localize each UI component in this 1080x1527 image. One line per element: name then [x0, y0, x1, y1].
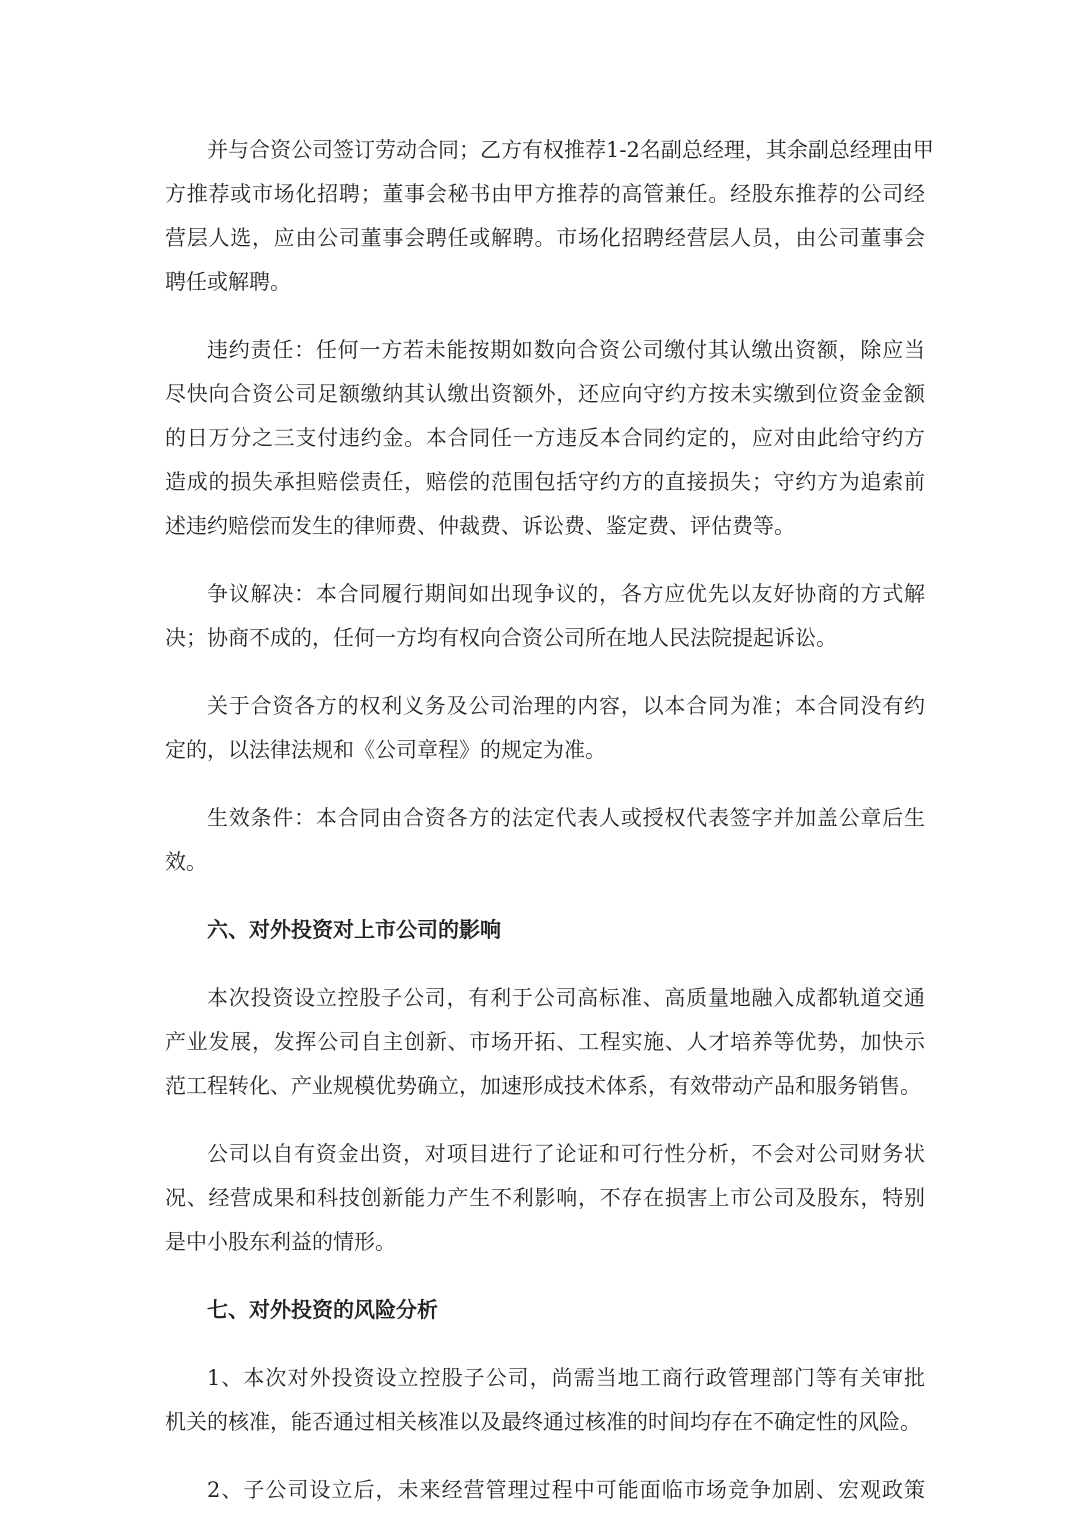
text-line: 定的，以法律法规和《公司章程》的规定为准。	[165, 738, 606, 762]
paragraph-spacer	[165, 304, 925, 328]
paragraph-spacer	[165, 1332, 925, 1356]
text-line: 述违约赔偿而发生的律师费、仲裁费、诉讼费、鉴定费、评估费等。	[165, 514, 795, 538]
paragraph-spacer	[165, 1108, 925, 1132]
text-line: 范工程转化、产业规模优势确立，加速形成技术体系，有效带动产品和服务销售。	[165, 1074, 921, 1098]
paragraph	[165, 684, 925, 772]
paragraph	[165, 328, 925, 548]
paragraph-spacer	[165, 884, 925, 908]
text-line: 生效条件：本合同由合资各方的法定代表人或授权代表签字并加盖公章后生	[207, 806, 925, 830]
text-line: 的日万分之三支付违约金。本合同任一方违反本合同约定的，应对由此给守约方	[165, 426, 925, 450]
paragraph	[165, 572, 925, 660]
text-line: 尽快向合资公司足额缴纳其认缴出资额外，还应向守约方按未实缴到位资金金额	[165, 382, 925, 406]
paragraph	[165, 1132, 925, 1264]
text-line: 效。	[165, 850, 207, 874]
section-heading	[165, 908, 925, 952]
heading-text: 七、对外投资的风险分析	[207, 1298, 438, 1322]
paragraph	[165, 1468, 925, 1512]
text-line: 况、经营成果和科技创新能力产生不利影响，不存在损害上市公司及股东，特别	[165, 1186, 925, 1210]
paragraph-spacer	[165, 660, 925, 684]
paragraph-spacer	[165, 952, 925, 976]
text-line: 本次投资设立控股子公司，有利于公司高标准、高质量地融入成都轨道交通	[207, 986, 925, 1010]
text-line: 产业发展，发挥公司自主创新、市场开拓、工程实施、人才培养等优势，加快示	[165, 1030, 925, 1054]
text-line: 方推荐或市场化招聘；董事会秘书由甲方推荐的高管兼任。经股东推荐的公司经	[165, 182, 925, 206]
heading-text: 六、对外投资对上市公司的影响	[207, 918, 501, 942]
paragraph-spacer	[165, 1444, 925, 1468]
text-line: 关于合资各方的权利义务及公司治理的内容，以本合同为准；本合同没有约	[207, 694, 925, 718]
text-line: 违约责任：任何一方若未能按期如数向合资公司缴付其认缴出资额，除应当	[207, 338, 925, 362]
text-line: 营层人选，应由公司董事会聘任或解聘。市场化招聘经营层人员，由公司董事会	[165, 226, 925, 250]
paragraph	[165, 1356, 925, 1444]
text-line: 争议解决：本合同履行期间如出现争议的，各方应优先以友好协商的方式解	[207, 582, 925, 606]
text-line: 聘任或解聘。	[165, 270, 291, 294]
text-line: 决；协商不成的，任何一方均有权向合资公司所在地人民法院提起诉讼。	[165, 626, 837, 650]
text-line: 是中小股东利益的情形。	[165, 1230, 396, 1254]
paragraph-spacer	[165, 772, 925, 796]
paragraph	[165, 796, 925, 884]
text-line: 公司以自有资金出资，对项目进行了论证和可行性分析，不会对公司财务状	[207, 1142, 925, 1166]
text-line: 1、本次对外投资设立控股子公司，尚需当地工商行政管理部门等有关审批	[207, 1366, 925, 1390]
paragraph-spacer	[165, 548, 925, 572]
section-heading	[165, 1288, 925, 1332]
document-body	[165, 128, 934, 1512]
paragraph-spacer	[165, 1264, 925, 1288]
text-line: 并与合资公司签订劳动合同；乙方有权推荐1-2名副总经理，其余副总经理由甲	[207, 138, 934, 162]
paragraph	[165, 976, 925, 1108]
text-line: 机关的核准，能否通过相关核准以及最终通过核准的时间均存在不确定性的风险。	[165, 1410, 921, 1434]
paragraph	[165, 128, 934, 304]
text-line: 造成的损失承担赔偿责任，赔偿的范围包括守约方的直接损失；守约方为追索前	[165, 470, 925, 494]
text-line: 2、子公司设立后，未来经营管理过程中可能面临市场竞争加剧、宏观政策	[207, 1478, 925, 1502]
